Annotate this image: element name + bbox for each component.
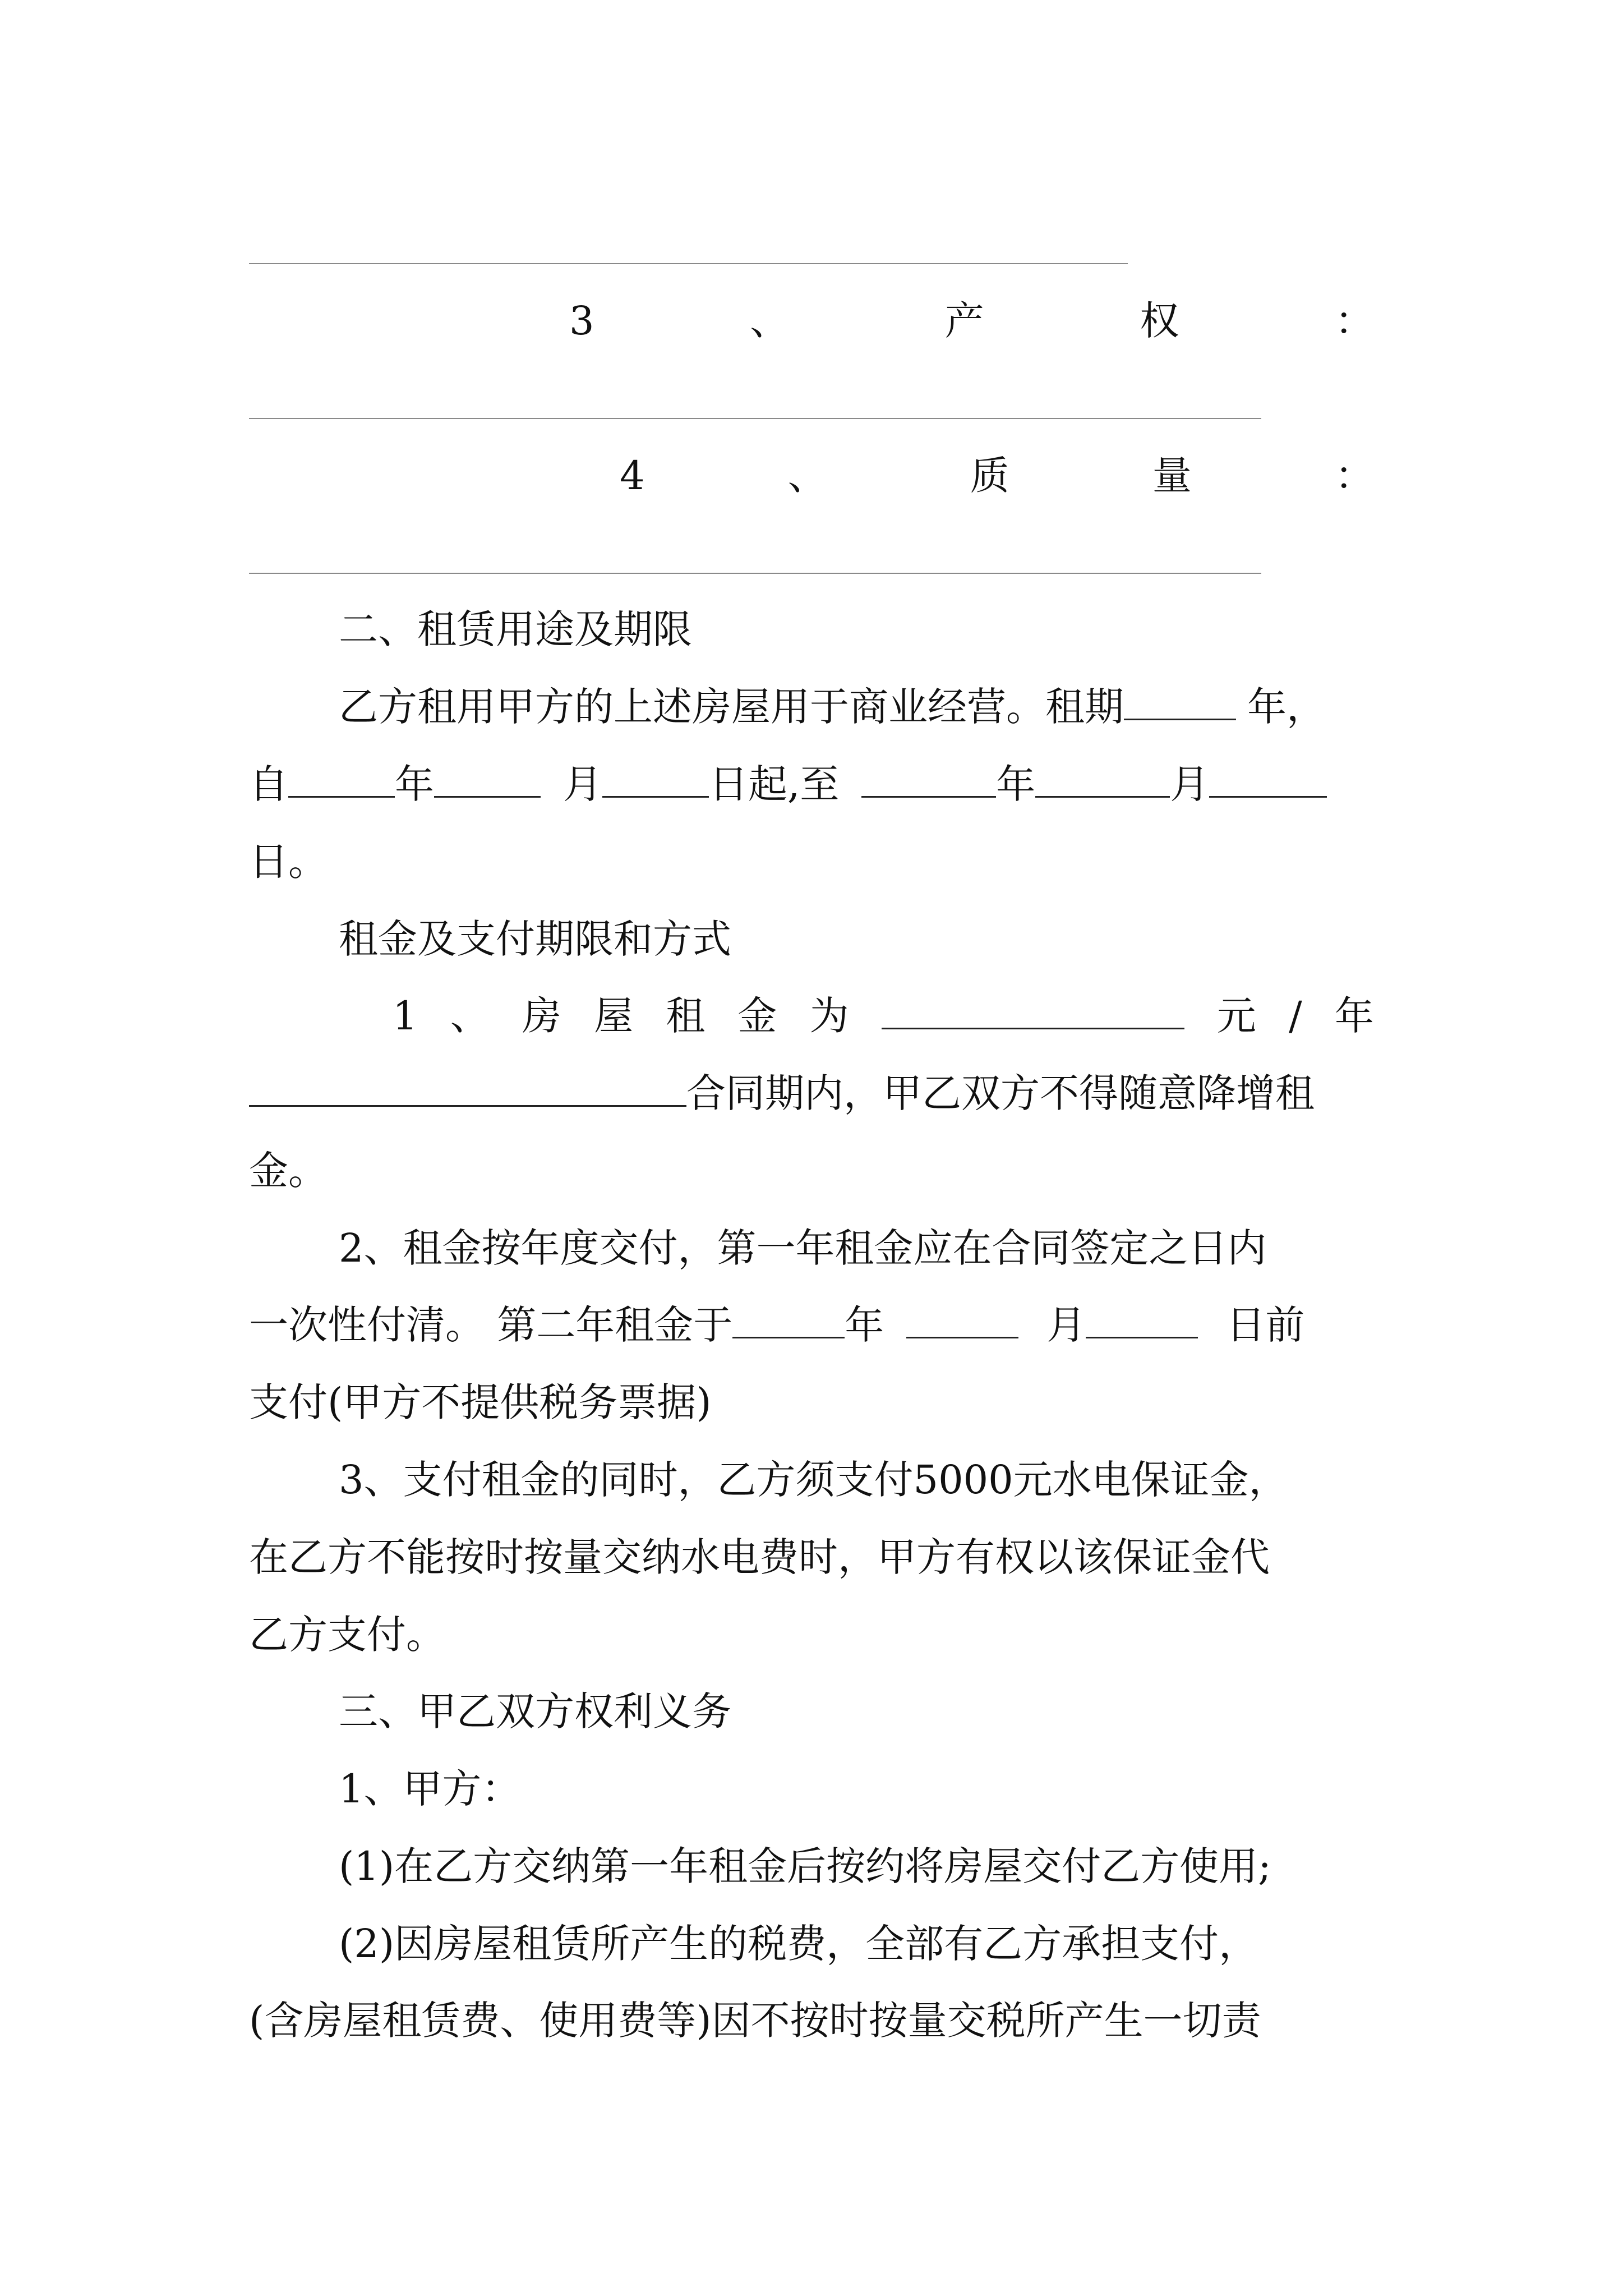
clause-separator: 、 [750, 298, 790, 344]
rent-amount-line3: 金。 [249, 1148, 328, 1194]
blank-end-day [1209, 765, 1327, 798]
year-label: 年 [395, 761, 434, 807]
clause-colon: ： [1334, 453, 1374, 499]
blank-end-month [1035, 765, 1170, 798]
paragraph-lease-term-line3: 日。 [249, 839, 328, 885]
rent-char: 屋 [594, 993, 634, 1039]
clause-number: 3 [569, 298, 594, 344]
blank-rule-2 [249, 418, 1261, 419]
blank-rule-3 [249, 573, 1261, 574]
rent-char: 为 [809, 993, 849, 1039]
section-heading-purpose-term: 二、租赁用途及期限 [339, 606, 692, 652]
section-heading-rent: 租金及支付期限和方式 [339, 916, 731, 962]
blank-rent-words [249, 1074, 686, 1107]
blank-pay-day [1086, 1305, 1198, 1338]
clause-line-quality [620, 453, 1374, 498]
paragraph-lease-term-line1 [339, 684, 1326, 729]
year-label: 年 [996, 761, 1036, 807]
rent-payment-line3: 支付(甲方不提供税务票据) [249, 1379, 712, 1425]
rent-unit-char: 元 [1216, 993, 1256, 1039]
deposit-line1: 3、支付租金的同时，乙方须支付5000元水电保证金， [339, 1457, 1288, 1503]
day-start-label: 日起,至 [709, 761, 840, 807]
clause-char: 量 [1152, 453, 1192, 499]
deposit-line3: 乙方支付。 [249, 1612, 445, 1658]
clause-separator: 、 [787, 453, 827, 499]
month-label: 月 [563, 761, 602, 807]
clause-char: 质 [970, 453, 1009, 499]
month-label: 月 [1046, 1302, 1086, 1348]
section-heading-rights-obligations: 三、甲乙双方权利义务 [339, 1688, 731, 1734]
clause-number: 4 [620, 453, 645, 499]
rent-char: 1 [393, 993, 418, 1039]
rent-no-change-text: 合同期内，甲乙双方不得随意降增租 [686, 1070, 1315, 1116]
clause-line-property-right [569, 298, 1374, 343]
rent-char: 金 [737, 993, 777, 1039]
month-label: 月 [1170, 761, 1210, 807]
second-year-text: 一次性付清。 第二年租金于 [249, 1302, 733, 1348]
rent-amount-line1 [393, 993, 1374, 1038]
clause-char: 产 [944, 298, 984, 344]
rent-unit-char: / [1289, 993, 1302, 1039]
blank-end-year [861, 765, 996, 798]
rent-payment-line2 [249, 1303, 1304, 1347]
rent-amount-line2 [249, 1071, 1315, 1116]
party-a-item-2-line1: (2)因房屋租赁所产生的税费，全部有乙方承担支付， [339, 1921, 1258, 1967]
blank-rule-1 [249, 263, 1128, 264]
party-a-item-1: (1)在乙方交纳第一年租金后按约将房屋交付乙方使用; [339, 1843, 1271, 1889]
blank-start-year [288, 765, 395, 798]
blank-start-month [434, 765, 541, 798]
blank-start-day [602, 765, 709, 798]
blank-rent-amount [882, 996, 1184, 1029]
year-label: 年 [845, 1302, 884, 1348]
rent-char: 租 [666, 993, 706, 1039]
blank-term-years [1124, 687, 1236, 720]
deposit-line2: 在乙方不能按时按量交纳水电费时，甲方有权以该保证金代 [249, 1534, 1270, 1580]
party-a-item-2-line2: (含房屋租赁费、使用费等)因不按时按量交税所产生一切责 [249, 1998, 1261, 2044]
lease-term-year-label: 年， [1247, 684, 1326, 730]
from-label: 自 [249, 761, 288, 807]
clause-char: 权 [1140, 298, 1179, 344]
blank-pay-year [732, 1305, 845, 1338]
lease-term-text: 乙方租用甲方的上述房屋用于商业经营。租期 [339, 684, 1124, 730]
paragraph-lease-term-line2 [249, 762, 1327, 807]
clause-colon: ： [1334, 298, 1374, 344]
rent-unit-char: 年 [1334, 993, 1374, 1039]
party-a-heading: 1、甲方： [339, 1766, 521, 1812]
blank-pay-month [906, 1305, 1018, 1338]
rent-char: 、 [450, 993, 490, 1039]
rent-char: 房 [522, 993, 561, 1039]
rent-payment-line1: 2、租金按年度交付，第一年租金应在合同签定之日内 [339, 1225, 1267, 1271]
day-before-label: 日前 [1226, 1302, 1305, 1348]
